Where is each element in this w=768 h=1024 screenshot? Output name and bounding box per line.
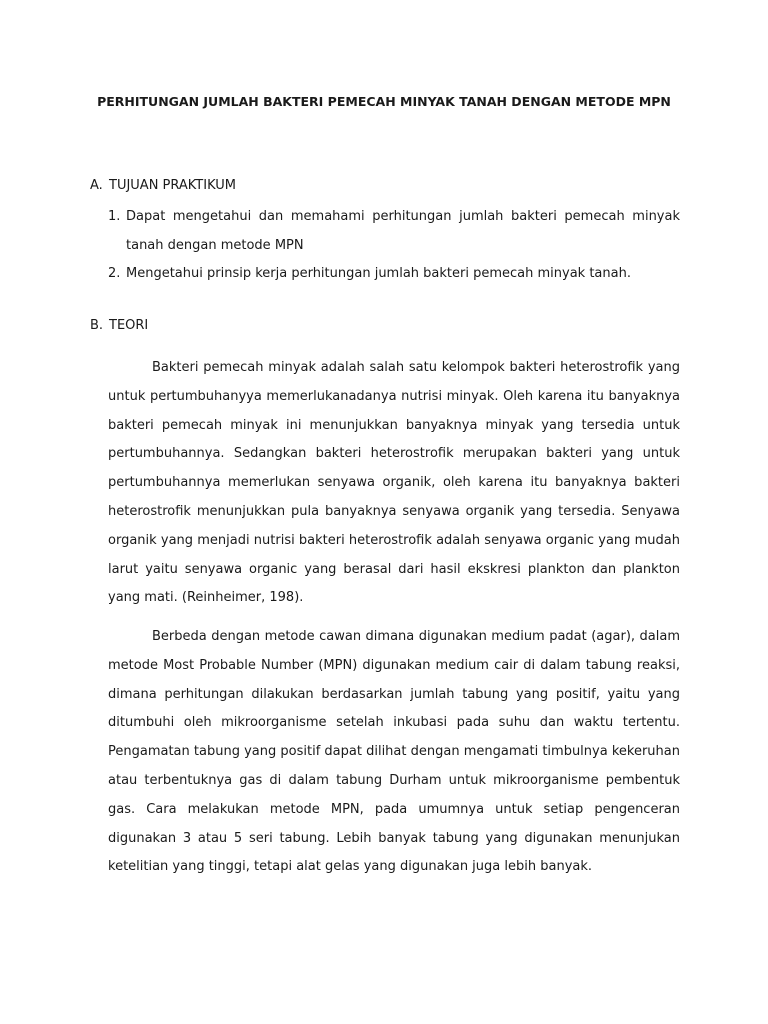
list-item-number: 2. <box>108 266 121 281</box>
section-title: TEORI <box>109 318 149 333</box>
list-item-number: 1. <box>108 209 121 224</box>
section-heading-teori <box>90 318 148 333</box>
section-letter: B. <box>90 318 104 333</box>
list-item <box>108 203 680 260</box>
section-heading-tujuan-praktikum <box>90 178 236 193</box>
document-title: PERHITUNGAN JUMLAH BAKTERI PEMECAH MINYAK TANAH DENGAN METODE MPN <box>97 94 671 109</box>
list-item <box>108 260 680 289</box>
section-letter: A. <box>90 178 103 193</box>
list-item-text: Dapat mengetahui dan memahami perhitungan jumlah bakteri pemecah minyak tanah dengan metode MPN <box>126 209 680 253</box>
section-title: TUJUAN PRAKTIKUM <box>109 178 236 193</box>
body-paragraph: Bakteri pemecah minyak adalah salah satu kelompok bakteri heterostrofik yang untuk pertumbuhanyya memerlukanadanya nutrisi minyak. Oleh karena itu banyaknya bakteri pemecah minyak ini menunjukkan banyaknya minyak yang tersedia untuk pertumbuhannya. Sedangkan bakteri heterostrofik merupakan bakteri yang untuk pertumbuhannya memerlukan senyawa organik, oleh karena itu banyaknya bakteri heterostrofik menunjukkan pula banyaknya senyawa organik yang tersedia. Senyawa organik yang menjadi nutrisi bakteri heterostrofik adalah senyawa organic yang mudah larut yaitu senyawa organic yang berasal dari hasil ekskresi plankton dan plankton yang mati. (Reinheimer, 198). <box>108 360 680 606</box>
objectives-list <box>108 203 680 289</box>
body-paragraph: Berbeda dengan metode cawan dimana digunakan medium padat (agar), dalam metode Most Probable Number (MPN) digunakan medium cair di dalam tabung reaksi, dimana perhitungan dilakukan berdasarkan jumlah tabung yang positif, yaitu yang ditumbuhi oleh mikroorganisme setelah inkubasi pada suhu dan waktu tertentu. Pengamatan tabung yang positif dapat dilihat dengan mengamati timbulnya kekeruhan atau terbentuknya gas di dalam tabung Durham untuk mikroorganisme pembentuk gas. Cara melakukan metode MPN, pada umumnya untuk setiap pengenceran digunakan 3 atau 5 seri tabung. Lebih banyak tabung yang digunakan menunjukan ketelitian yang tinggi, tetapi alat gelas yang digunakan juga lebih banyak. <box>108 629 680 875</box>
list-item-text: Mengetahui prinsip kerja perhitungan jumlah bakteri pemecah minyak tanah. <box>126 266 631 281</box>
